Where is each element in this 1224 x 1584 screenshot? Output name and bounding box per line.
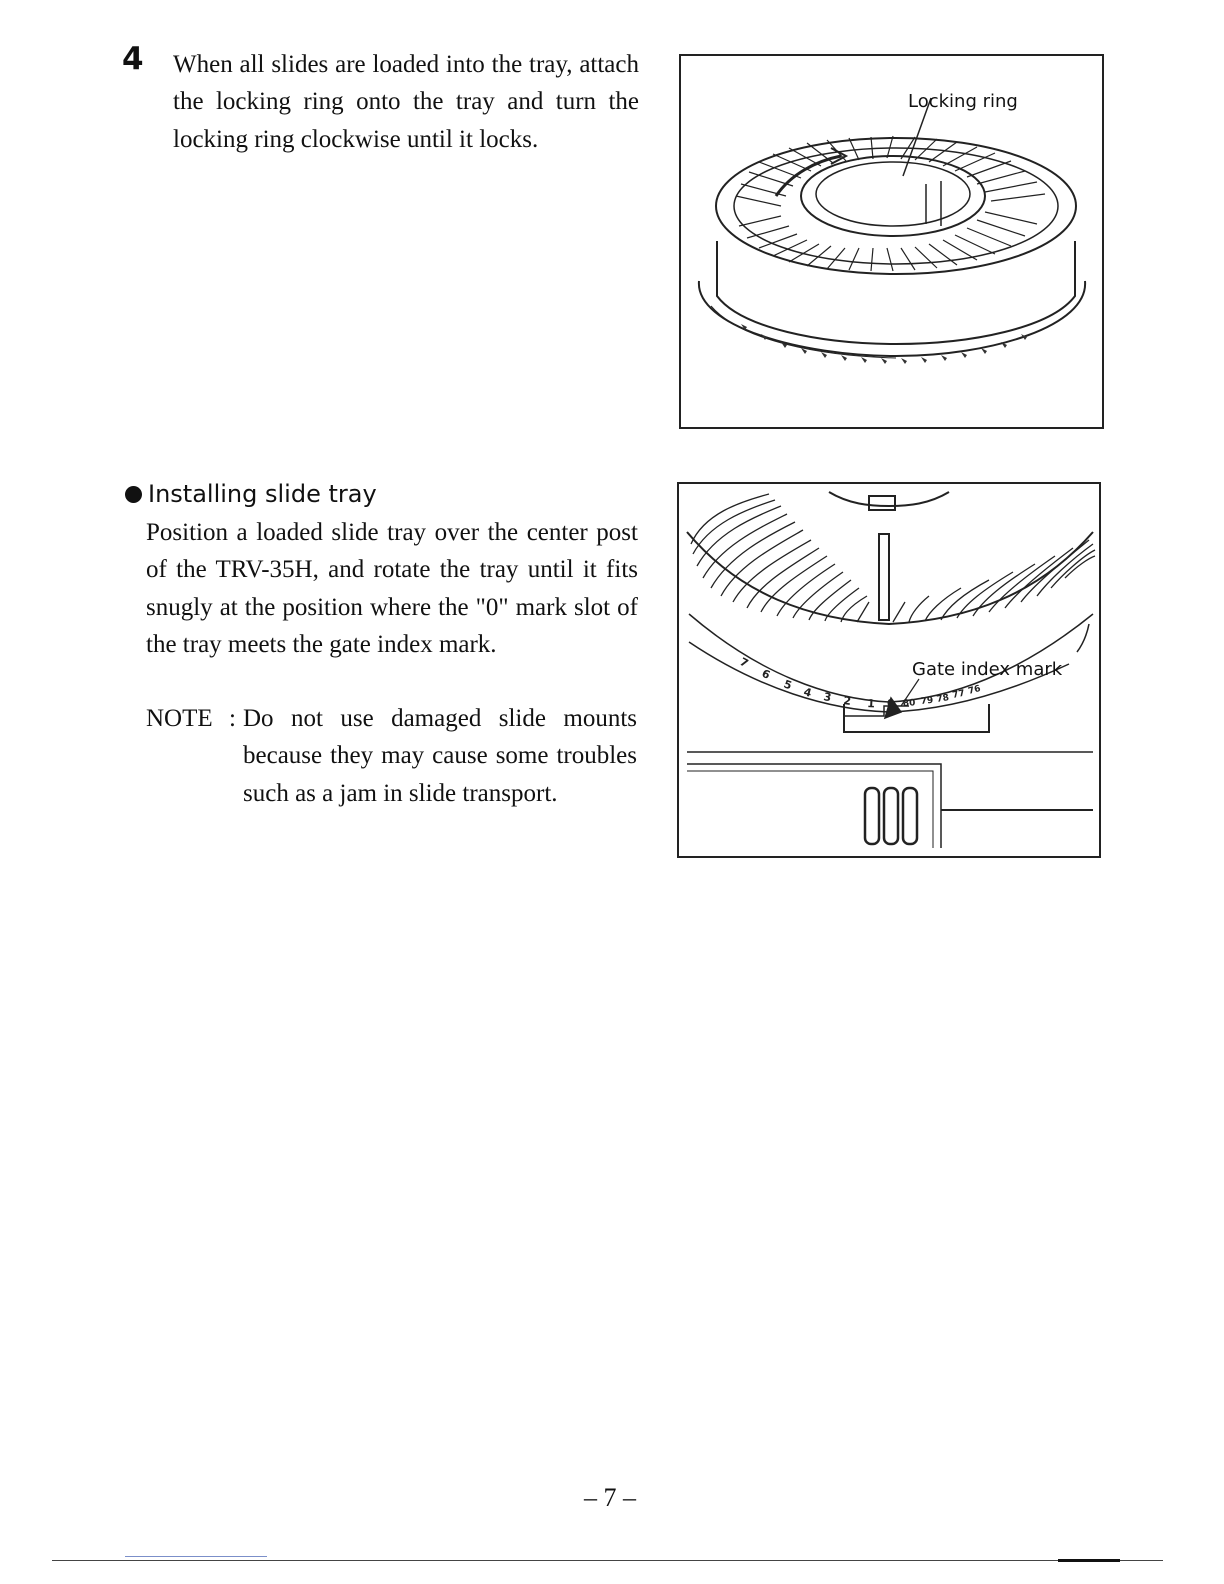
dial-number: 78 bbox=[935, 693, 950, 705]
section-heading-text: Installing slide tray bbox=[148, 480, 377, 508]
dial-number: 5 bbox=[782, 677, 794, 693]
dial-number: 7 bbox=[737, 655, 751, 671]
dial-number: 2 bbox=[842, 694, 852, 708]
section-heading bbox=[125, 478, 377, 510]
bullet-icon bbox=[125, 486, 142, 503]
slide-tray-illustration bbox=[681, 56, 1102, 427]
gate-index-label: Gate index mark bbox=[912, 659, 1063, 680]
footer-rule bbox=[52, 1560, 1163, 1561]
dial-number: 6 bbox=[759, 666, 773, 682]
footer-accent-line bbox=[125, 1556, 267, 1557]
step-number: 4 bbox=[122, 41, 144, 77]
note-colon: : bbox=[229, 705, 236, 732]
footer-mark bbox=[1058, 1559, 1120, 1562]
tray-slots bbox=[687, 492, 1095, 624]
dial-number: 79 bbox=[920, 695, 934, 707]
dial-number: 76 bbox=[967, 683, 982, 697]
locking-ring-label: Locking ring bbox=[908, 91, 1018, 112]
installing-tray-text: Position a loaded slide tray over the center post of the TRV-35H, and rotate the tray until it fits snugly at the position where the "0" mark slot of the tray meets the gate index mark. bbox=[146, 519, 638, 658]
step-4-text: When all slides are loaded into the tray, attach the locking ring onto the tray and turn the locking ring clockwise until it locks. bbox=[173, 51, 639, 153]
page-number: – 7 – bbox=[584, 1483, 636, 1512]
projector-body bbox=[687, 752, 1093, 848]
dial-number: 0 bbox=[887, 697, 895, 710]
dial-number: 1 bbox=[866, 697, 876, 711]
dial-number: 4 bbox=[802, 685, 813, 700]
note-label: NOTE bbox=[146, 705, 213, 732]
gate-index-figure bbox=[677, 482, 1101, 858]
note-text: Do not use damaged slide mounts because they may cause some troubles such as a jam in slide transport. bbox=[243, 705, 637, 807]
dial-number: 77 bbox=[951, 688, 966, 701]
locking-ring-figure bbox=[679, 54, 1104, 429]
dial-number: 3 bbox=[822, 690, 833, 705]
dial-number: 80 bbox=[902, 698, 916, 709]
